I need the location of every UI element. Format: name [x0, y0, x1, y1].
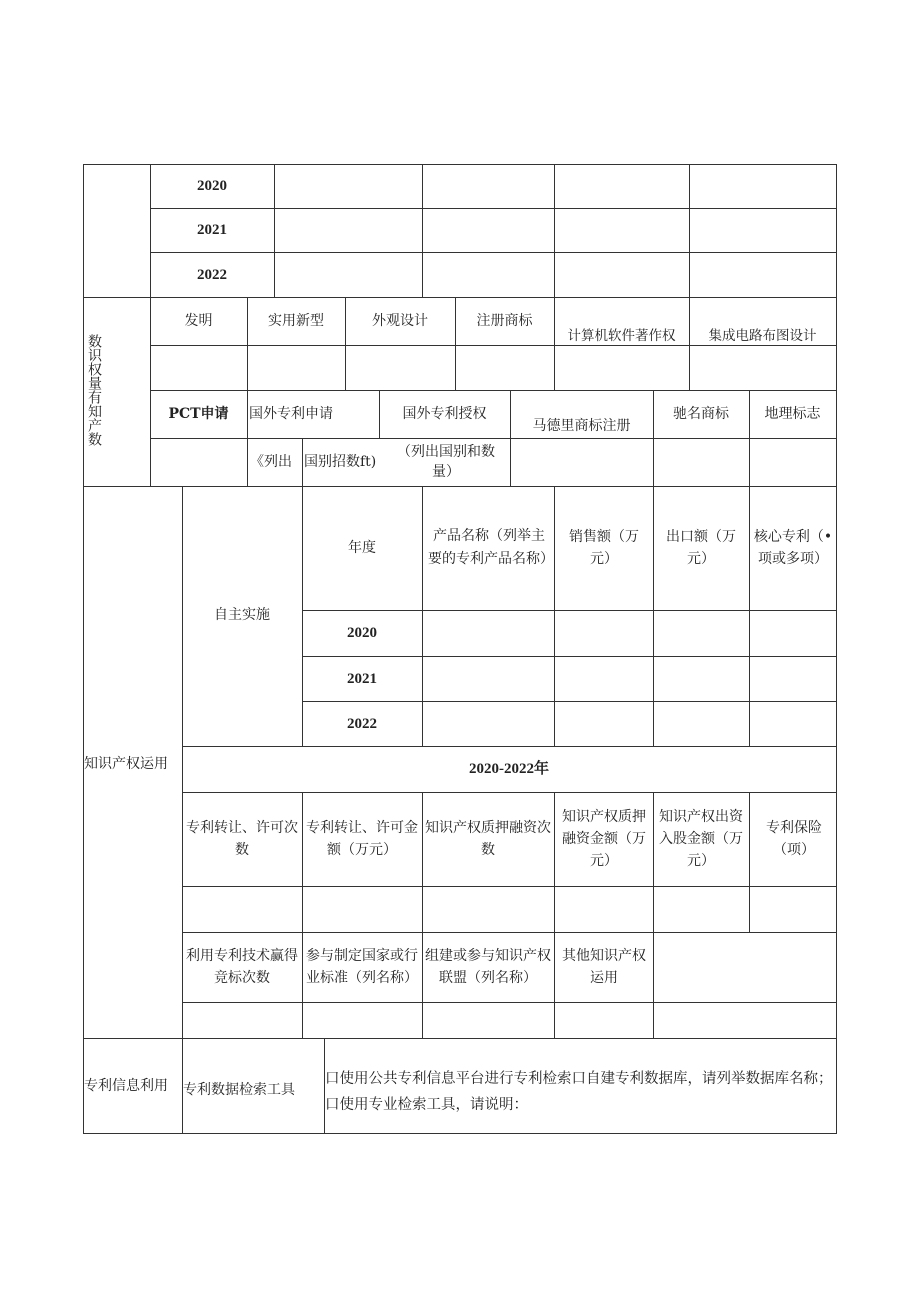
header-pledge-count: 知识产权质押融资次数 [425, 820, 551, 858]
header-transfer-count: 专利转让、许可次数 [186, 820, 298, 858]
ip-count-side-label: 数识权量有知产数 [86, 334, 102, 446]
patent-search-options: 口使用公共专利信息平台进行专利检索口自建专利数据库，请列举数据库名称；口使用专业检索工具，请说明： [325, 1071, 833, 1113]
header-invention: 发明 [184, 313, 213, 329]
header-patent-insurance: 专利保险（项） [766, 820, 822, 858]
header-sales: 销售额（万元） [569, 529, 639, 567]
header-famous-trademark: 驰名商标 [673, 406, 729, 422]
header-pct: PCT申请 [168, 406, 229, 422]
usage-year-2020: 2020 [347, 625, 377, 641]
header-madrid: 马德里商标注册 [532, 418, 631, 434]
header-foreign-patent-app: 国外专利申请 [249, 406, 333, 422]
note-country: 国别招数ft) [304, 454, 377, 470]
header-design: 外观设计 [372, 313, 428, 329]
patent-info-side-label: 专利信息利用 [84, 1078, 168, 1094]
header-ic-layout: 集成电路布图设计 [708, 328, 817, 344]
period-label: 2020-2022年 [469, 761, 549, 777]
header-software-copyright: 计算机软件著作权 [567, 328, 676, 344]
header-foreign-patent-grant: 国外专利授权 [402, 406, 487, 422]
note-country2: （列出国别和数量） [397, 444, 495, 480]
header-pledge-amount: 知识产权质押融资金额（万元） [562, 809, 646, 869]
year-2020: 2020 [197, 178, 227, 194]
header-year: 年度 [348, 540, 376, 556]
header-transfer-amount: 专利转让、许可金额（万元） [306, 820, 418, 858]
header-utility-model: 实用新型 [268, 313, 324, 329]
header-equity-amount: 知识产权出资入股金额（万元） [659, 809, 743, 869]
header-core-patent: 核心专利（•项或多项） [753, 529, 833, 567]
header-export: 出口额（万元） [666, 529, 736, 567]
header-geo-indication: 地理标志 [764, 406, 821, 422]
patent-search-tool-label: 专利数据检索工具 [183, 1082, 295, 1098]
header-alliance: 组建或参与知识产权联盟（列名称） [425, 948, 551, 986]
usage-year-2021: 2021 [347, 670, 377, 687]
header-trademark: 注册商标 [476, 313, 533, 329]
header-other-usage: 其他知识产权运用 [562, 948, 646, 986]
self-implementation: 自主实施 [214, 607, 270, 623]
ip-usage-side-label: 知识产权运用 [84, 756, 168, 772]
year-2021: 2021 [197, 222, 227, 238]
header-standards: 参与制定国家或行业标准（列名称） [306, 948, 418, 986]
header-product-name: 产品名称（列举主要的专利产品名称） [428, 528, 554, 567]
year-2022: 2022 [197, 266, 227, 283]
note-list: 《列出 [250, 454, 292, 470]
header-bid-count: 利用专利技术赢得竞标次数 [186, 948, 298, 986]
usage-year-2022: 2022 [347, 715, 377, 732]
